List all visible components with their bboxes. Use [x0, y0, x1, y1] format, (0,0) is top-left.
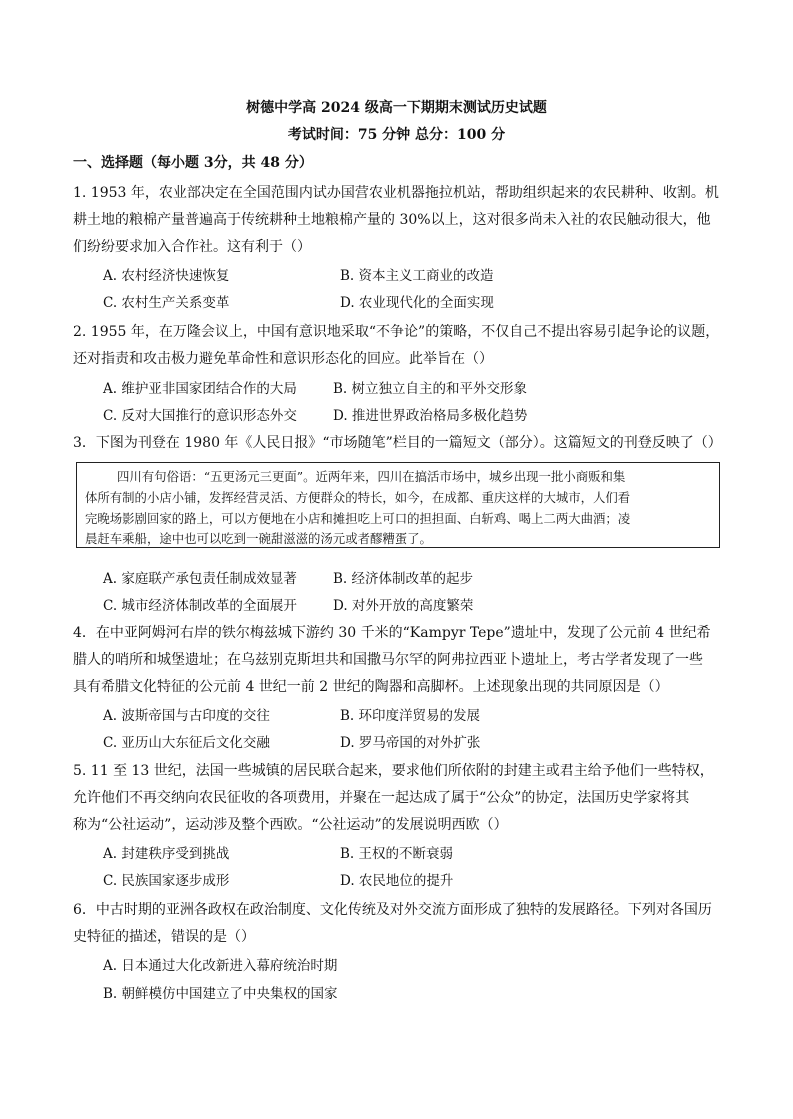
question-line: 具有希腊文化特征的公元前 4 世纪一前 2 世纪的陶器和高脚杯。上述现象出现的共同原因是（） [73, 679, 669, 695]
option-c: C. 反对大国推行的意识形态外交 [103, 408, 297, 424]
question-line: 3．下图为刊登在 1980 年《人民日报》“市场随笔”栏目的一篇短文（部分）。这篇短文的刊登反映了（） [73, 435, 722, 451]
option-a: A. 波斯帝国与古印度的交往 [103, 708, 270, 724]
question-line: 还对指责和攻击极力避免革命性和意识形态化的回应。此举旨在（） [73, 351, 493, 367]
option-a: A. 维护亚非国家团结合作的大局 [103, 381, 297, 397]
option-b: B. 环印度洋贸易的发展 [340, 708, 481, 724]
excerpt-line: 晨赶车乘船，途中也可以吃到一碗甜滋滋的汤元或者醪糟蛋了。 [85, 531, 432, 546]
option-b: B. 树立独立自主的和平外交形象 [333, 381, 528, 397]
excerpt-line: 完晚场影剧回家的路上，可以方便地在小店和摊担吃上可口的担担面、白斩鸡、喝上二两大曲酒；凌 [85, 511, 631, 526]
option-a: A. 家庭联产承包责任制成效显著 [103, 571, 297, 587]
question-line: 允许他们不再交纳向农民征收的各项费用，并聚在一起达成了属于“公众”的协定，法国历史学家将其 [73, 790, 690, 806]
option-d: D. 农民地位的提升 [340, 873, 454, 889]
exam-subtitle: 考试时间：75 分钟 总分：100 分 [287, 127, 506, 143]
option-b: B. 经济体制改革的起步 [333, 571, 474, 587]
option-d: D. 农业现代化的全面实现 [340, 295, 494, 311]
question-line: 称为“公社运动”，运动涉及整个西欧。“公社运动”的发展说明西欧（） [73, 817, 508, 833]
newspaper-excerpt-box [76, 462, 720, 548]
option-b: B. 资本主义工商业的改造 [340, 268, 494, 284]
excerpt-line: 四川有句俗语：“五更汤元三更面”。近两年来，四川在搞活市场中，城乡出现一批小商贩和集 [117, 469, 626, 484]
option-a: A. 封建秩序受到挑战 [103, 846, 230, 862]
question-line: 耕土地的粮棉产量普遍高于传统耕种土地粮棉产量的 30%以上，这对很多尚未入社的农民触动很大，他 [73, 212, 711, 228]
option-d: D. 罗马帝国的对外扩张 [340, 735, 481, 751]
option-c: C. 民族国家逐步成形 [103, 873, 230, 889]
option-d: D. 推进世界政治格局多极化趋势 [333, 408, 528, 424]
option-b: B. 王权的不断衰弱 [340, 846, 454, 862]
question-line: 6．中古时期的亚洲各政权在政治制度、文化传统及对外交流方面形成了独特的发展路径。下列对各国历 [73, 902, 712, 918]
option-d: D. 对外开放的高度繁荣 [333, 598, 474, 614]
question-line: 们纷纷要求加入合作社。这有利于（） [73, 239, 311, 255]
question-line: 5. 11 至 13 世纪，法国一些城镇的居民联合起来，要求他们所依附的封建主或君主给予他们一些特权， [73, 763, 714, 779]
section-heading: 一、选择题（每小题 3分，共 48 分） [73, 155, 313, 171]
excerpt-line: 体所有制的小店小铺，发挥经营灵活、方便群众的特长，如今，在成都、重庆这样的大城市，人们看 [85, 490, 631, 505]
option-c: C. 农村生产关系变革 [103, 295, 230, 311]
question-line: 史特征的描述，错误的是（） [73, 929, 255, 945]
option-a: A. 日本通过大化改新进入幕府统治时期 [103, 958, 338, 974]
option-c: C. 亚历山大东征后文化交融 [103, 735, 270, 751]
exam-title: 树德中学高 2024 级高一下期期末测试历史试题 [246, 100, 547, 116]
question-line: 1. 1953 年，农业部决定在全国范围内试办国营农业机器拖拉机站，帮助组织起来的农民耕种、收割。机 [73, 185, 719, 201]
question-line: 4．在中亚阿姆河右岸的铁尔梅兹城下游约 30 千米的“Kampyr Tepe”遗址中，发现了公元前 4 世纪希 [73, 625, 711, 641]
option-c: C. 城市经济体制改革的全面展开 [103, 598, 297, 614]
question-line: 腊人的哨所和城堡遗址；在乌兹别克斯坦共和国撒马尔罕的阿弗拉西亚卜遗址上，考古学者发现了一些 [73, 652, 703, 668]
question-line: 2. 1955 年，在万隆会议上，中国有意识地采取“不争论”的策略，不仅自己不提出容易引起争论的议题， [73, 324, 720, 340]
option-a: A. 农村经济快速恢复 [103, 268, 230, 284]
option-b: B. 朝鲜模仿中国建立了中央集权的国家 [103, 986, 338, 1002]
